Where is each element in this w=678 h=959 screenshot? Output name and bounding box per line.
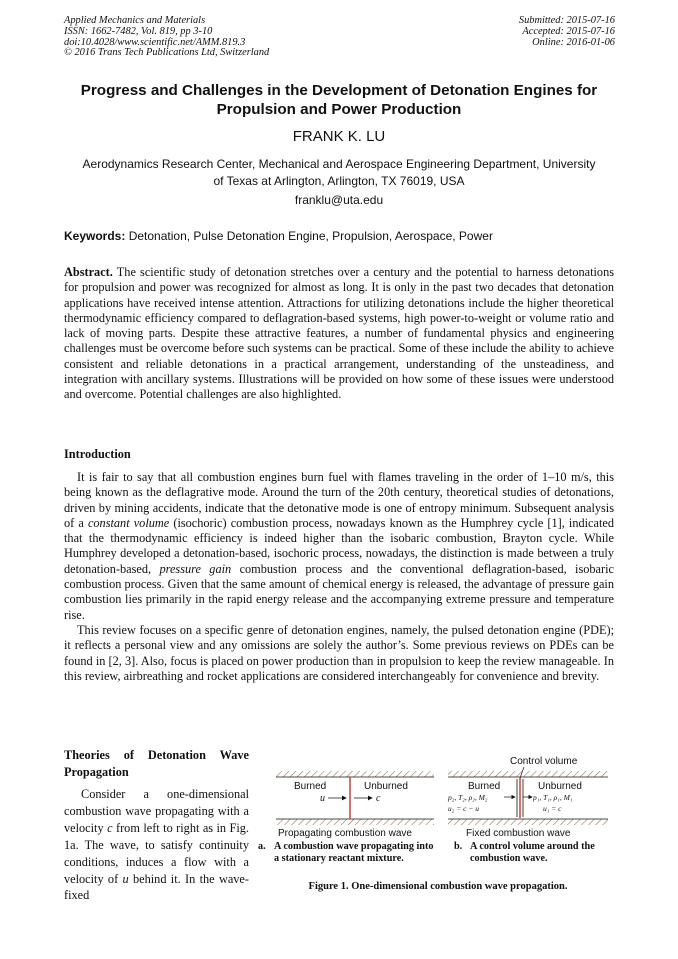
title-line-1: Progress and Challenges in the Development of Detonation Engines for (80, 82, 598, 99)
panel-a-subtitle: Propagating combustion wave (278, 828, 412, 839)
panel-b-control-volume-label: Control volume (510, 756, 578, 767)
affiliation-line-1: Aerodynamics Research Center, Mechanical and Aerospace Engineering Department, University (82, 157, 596, 171)
paper-title (40, 81, 638, 119)
copyright-notice: © 2016 Trans Tech Publications Ltd, Switzerland (64, 47, 270, 59)
figure-1 (258, 752, 618, 902)
panel-a-c-label: c (376, 793, 381, 804)
author-affiliation (60, 156, 618, 189)
abstract-label: Abstract. (64, 265, 113, 279)
journal-info (64, 16, 269, 59)
panel-b-caption (454, 841, 618, 865)
panel-b-caption-letter: b. (454, 841, 463, 852)
theory-symbol-u: u (122, 871, 129, 886)
introduction-body (64, 470, 614, 684)
keywords (64, 229, 493, 243)
journal-name: Applied Mechanics and Materials (64, 15, 206, 26)
online-date: Online: 2016-01-06 (532, 36, 615, 48)
keywords-list: Detonation, Pulse Detonation Engine, Propulsion, Aerospace, Power (128, 229, 493, 243)
panel-b-right-state: p₁, T₁, ρ₁, M₁ (533, 793, 573, 802)
journal-issn: ISSN: 1662-7482, Vol. 819, pp 3-10 (64, 25, 213, 37)
panel-b-left-velocity: u₂ = c − u (448, 804, 480, 813)
accepted-date: Accepted: 2015-07-16 (522, 25, 615, 37)
intro-text: combustion process and the conventional deflagration-based, isobaric combustion process. Given that the same amount of chemical energy is released, the advantage of pressure gain combustion lies primarily in the rapid energy release and the accompanying extreme pressure and temperature rise. (64, 561, 614, 622)
author-name: FRANK K. LU (292, 128, 386, 145)
abstract (64, 265, 614, 403)
author-email[interactable]: franklu@uta.edu (294, 193, 384, 207)
panel-b-unburned-label: Unburned (538, 781, 582, 792)
panel-a-unburned-label: Unburned (364, 781, 408, 792)
affiliation-line-2: of Texas at Arlington, Arlington, TX 76019, USA (213, 173, 465, 188)
title-line-2: Propulsion and Power Production (216, 101, 462, 118)
panel-b-burned-label: Burned (468, 781, 501, 792)
theory-text: from left to right as in Fig. 1a. The wave, to satisfy continuity conditions, induces a flow with a velocity of (64, 820, 249, 886)
theory-text: behind it. In the wave-fixed (64, 871, 249, 903)
theory-text: Consider a one-dimensional combustion wave propagating with a velocity (64, 787, 249, 835)
panel-b-subtitle: Fixed combustion wave (466, 828, 571, 839)
panel-a-caption-text: A combustion wave propagating into a stationary reactant mixture. (274, 841, 434, 864)
panel-a-burned-label: Burned (294, 781, 327, 792)
intro-text: It is fair to say that all combustion engines burn fuel with flames traveling in the order of 1–10 m/s, this being known as the deflagrative mode. Around the turn of the 20th century, theoretical studies of detonations, driven by mining accidents, indicate that the detonative mode is one of entropy minimum. Subsequent analysis of a (64, 470, 614, 530)
submitted-date: Submitted: 2015-07-16 (518, 15, 615, 26)
intro-text: (isochoric) combustion process, nowadays known as the Humphrey cycle [1], indicated that the thermodynamic efficiency is indeed higher than the isobaric combustion, Brayton cycle. While Humphrey developed a detonation-based, isochoric process, nowadays, the distinction is made between a truly detonation-based, (64, 515, 614, 576)
panel-a-caption (258, 841, 443, 865)
keywords-label: Keywords: (64, 229, 126, 243)
panel-a-caption-letter: a. (258, 841, 266, 852)
figure-1-caption: Figure 1. One-dimensional combustion wave propagation. (308, 881, 568, 892)
panel-b-left-state: p₂, T₂, ρ₂, M₂ (448, 793, 488, 802)
panel-b-caption-text: A control volume around the combustion wave. (470, 841, 595, 864)
doi-link[interactable]: doi:10.4028/www.scientific.net/AMM.819.3 (64, 36, 246, 48)
theory-symbol-c: c (107, 820, 113, 835)
theories-paragraph (64, 786, 249, 904)
intro-paragraph-1 (64, 470, 614, 623)
theories-heading: Theories of Detonation Wave Propagation (64, 748, 249, 779)
intro-emphasis: constant volume (87, 515, 170, 530)
figure-1-diagram (258, 752, 618, 842)
panel-b-right-velocity: u₁ = c (543, 804, 562, 813)
intro-emphasis: pressure gain (159, 561, 232, 576)
intro-paragraph-2: This review focuses on a specific genre of detonation engines, namely, the pulsed detonation engine (PDE); it reflects a personal view and any omissions are solely the author’s. Some previous reviews on PDEs can be found in [2, 3]. Also, focus is placed on power production than in propulsion to keep the review manageable. In this review, airbreathing and rocket applications are considered interchangeably for convenience and brevity. (64, 622, 614, 683)
submission-dates (519, 16, 615, 48)
panel-a-u-label: u (320, 793, 325, 804)
abstract-text: The scientific study of detonation stretches over a century and the potential to harness detonations for propulsion and power was recognized for almost as long. It is only in the past two decades that detonation applications have received intense attention. Attractions for utilizing detonations include the higher theoretical thermodynamic efficiency compared to deflagration-based systems, high power-to-weight or volume ratio and lack of moving parts. Despite these attractive features, a number of fundamental physics and engineering challenges must be overcome before such systems can be practical. Some of these include the ability to achieve consistent and reliable detonations in a practical arrangement, understanding of the unsteadiness, and integration with ancillary systems. Illustrations will be provided on how some of these issues were understood and overcome. Potential challenges are also highlighted. (64, 265, 614, 402)
introduction-heading: Introduction (64, 447, 131, 461)
